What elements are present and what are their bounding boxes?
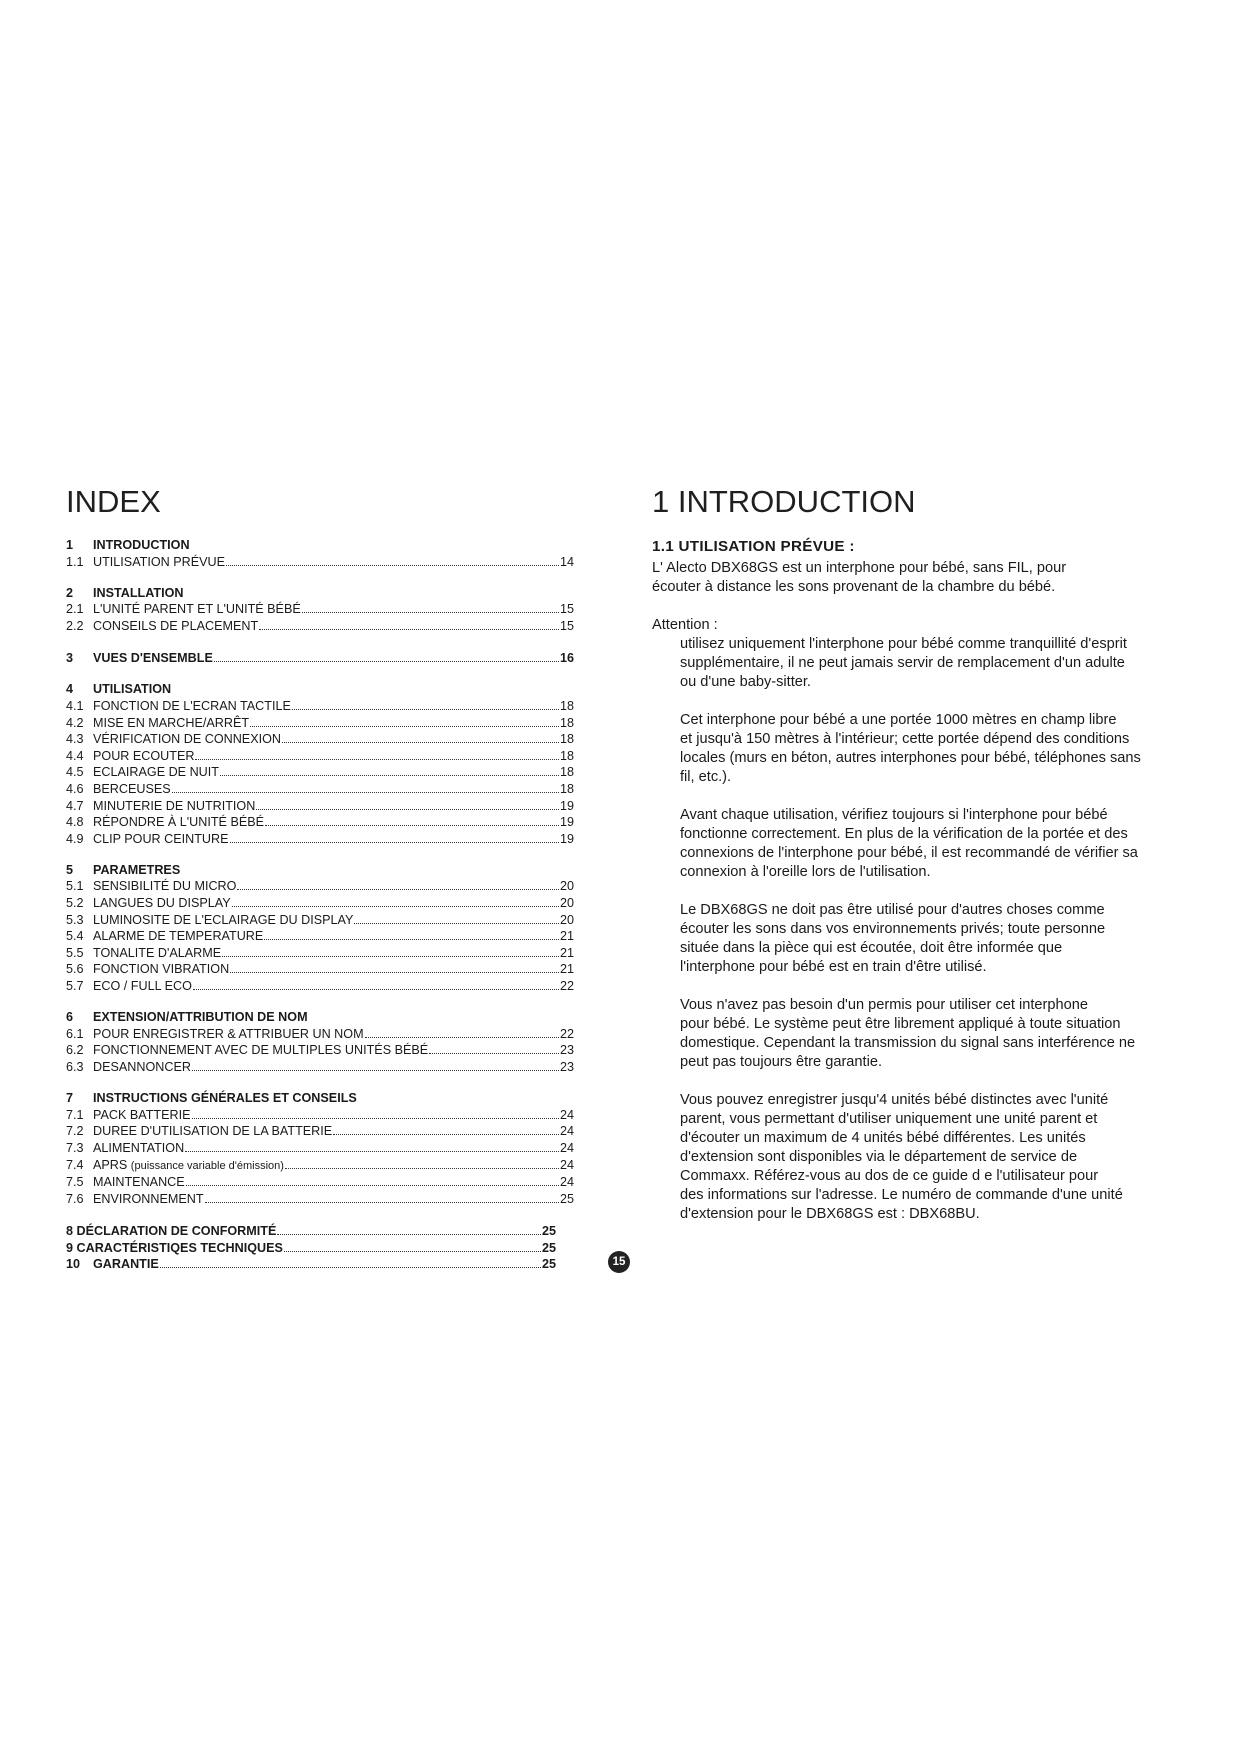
toc-leader [237, 878, 559, 890]
toc-entry [66, 1123, 574, 1140]
toc-entry-title-text: LANGUES DU DISPLAY [93, 896, 231, 911]
toc-entry-title [93, 1124, 332, 1140]
toc-entry [66, 1059, 574, 1076]
paragraph-gap [652, 882, 1182, 901]
toc-entry-number: 7.6 [66, 1191, 84, 1206]
toc-entry-title-text: FONCTION VIBRATION [93, 962, 230, 977]
toc-section-title: INSTALLATION [93, 585, 184, 600]
paragraph-line: ou d'une baby-sitter. [680, 674, 811, 690]
toc-entry-title [93, 832, 229, 848]
paragraph-line: peut pas toujours être garantie. [680, 1054, 883, 1070]
paragraph-gap [652, 787, 1182, 806]
toc-entry-title [93, 962, 229, 978]
paragraph-line: parent, vous permettant d'utiliser uniquement une unité parent et [680, 1111, 1098, 1127]
toc-page-number: 25 [541, 1240, 556, 1255]
toc-entry-number: 7.3 [66, 1140, 84, 1155]
toc-entry [66, 961, 574, 978]
toc-section-title: INSTRUCTIONS GÉNÉRALES ET CONSEILS [93, 1091, 357, 1106]
toc-entry-title [93, 732, 281, 748]
toc-entry [66, 878, 574, 895]
toc-leader [282, 731, 559, 743]
paragraph-line: d'écouter un maximum de 4 unités bébé différentes. Les unités [680, 1130, 1086, 1146]
toc-page-number: 21 [559, 945, 574, 960]
toc-entry [66, 912, 574, 929]
paragraph-line: des informations sur l'adresse. Le numéro de commande d'une unité [680, 1187, 1123, 1203]
toc-section-number: 4 [66, 682, 74, 697]
toc-entry [66, 1107, 574, 1124]
toc-entry [66, 1157, 574, 1175]
toc-entry-title [93, 929, 263, 945]
toc-page-number: 19 [559, 798, 574, 813]
toc-entry-title-text: MINUTERIE DE NUTRITION [93, 798, 256, 813]
paragraph-line: pour bébé. Le système peut être librement appliqué à toute situation [680, 1016, 1121, 1032]
toc-entry-title-text: POUR ECOUTER [93, 748, 195, 763]
toc-entry-title-text: FONCTIONNEMENT AVEC DE MULTIPLES UNITÉS BÉBÉ [93, 1043, 429, 1058]
toc-entry-title [93, 749, 194, 765]
toc-entry-number: 5.5 [66, 945, 84, 960]
toc-page-number: 22 [559, 1026, 574, 1041]
toc-section [66, 682, 574, 847]
toc-entry-title-text: ECO / FULL ECO [93, 979, 192, 994]
toc-entry [66, 1026, 574, 1043]
toc-page-number: 24 [559, 1157, 574, 1172]
toc-section-number: 7 [66, 1091, 74, 1106]
toc-final-entry [66, 1223, 574, 1240]
toc-leader [333, 1123, 559, 1135]
toc-leader [292, 698, 559, 710]
toc-section [66, 650, 574, 667]
toc-entry-title-text: ALARME DE TEMPERATURE [93, 929, 264, 944]
toc-leader [354, 912, 559, 924]
toc-entry [66, 798, 574, 815]
toc-section-number: 2 [66, 585, 74, 600]
toc-leader [205, 1191, 559, 1203]
toc-page-number: 18 [559, 715, 574, 730]
paragraph-line: l'interphone pour bébé est en train d'être utilisé. [680, 959, 987, 975]
page-number-badge: 15 [608, 1251, 630, 1273]
toc-leader [284, 1240, 541, 1252]
toc-entry-number: 7.5 [66, 1175, 84, 1190]
toc-page-number: 23 [559, 1043, 574, 1058]
paragraph-line: et jusqu'à 150 mètres à l'intérieur; cette portée dépend des conditions [680, 731, 1130, 747]
toc-entry [66, 928, 574, 945]
toc-entry-title [93, 913, 353, 929]
toc-section [66, 538, 574, 570]
toc-leader [302, 601, 559, 613]
toc-entry-title [93, 1175, 185, 1191]
toc-entry [66, 978, 574, 995]
paragraph-line: fil, etc.). [680, 769, 732, 785]
toc-entry-title-text: DESANNONCER [93, 1060, 191, 1074]
index-title: INDEX [66, 484, 161, 519]
paragraph-gap [652, 1072, 1182, 1091]
toc-page-number: 18 [559, 698, 574, 713]
toc-entry-title-text: UTILISATION PRÉVUE [93, 554, 226, 569]
paragraph-line: d'extension pour le DBX68GS est : DBX68BU. [680, 1206, 980, 1222]
toc-page-number: 14 [559, 554, 574, 569]
toc-page-number: 24 [559, 1124, 574, 1139]
toc-section-number: 5 [66, 862, 74, 877]
toc-section-heading [66, 682, 574, 698]
toc-entry-number: 5.1 [66, 879, 84, 894]
toc-entry-title [93, 979, 192, 995]
toc-entry [66, 781, 574, 798]
toc-leader [186, 1174, 559, 1186]
toc-entry-number: 4.2 [66, 715, 84, 730]
toc-section-number: 6 [66, 1010, 74, 1025]
paragraph-line: locales (murs en béton, autres interphones pour bébé, téléphones sans [680, 750, 1141, 766]
paragraph-line: Commaxx. Référez-vous au dos de ce guide d e l'utilisateur pour [680, 1168, 1099, 1184]
toc-entry-title [93, 1043, 428, 1059]
toc-leader [193, 978, 559, 990]
toc-leader [192, 1107, 559, 1119]
toc-final-title: 9 CARACTÉRISTIQES TECHNIQUES [66, 1240, 283, 1255]
toc-entry [66, 554, 574, 571]
toc-page-number: 25 [559, 1191, 574, 1206]
toc-entry-number: 5.3 [66, 912, 84, 927]
toc-entry-title [93, 619, 258, 635]
toc-final-title: GARANTIE [93, 1257, 159, 1272]
toc-entry-number: 4.9 [66, 831, 84, 846]
toc-entry [66, 831, 574, 848]
toc-entry-title-text: CLIP POUR CEINTURE [93, 831, 229, 846]
toc-leader [226, 554, 559, 566]
toc-entry [66, 1174, 574, 1191]
toc-entry-title [93, 799, 255, 815]
toc-page-number: 20 [559, 912, 574, 927]
toc-entry-title-text: FONCTION DE L'ECRAN TACTILE [93, 698, 291, 713]
toc-page-number: 16 [559, 651, 574, 666]
attention-paragraphs [652, 635, 1182, 1224]
section-subheading: 1.1 UTILISATION PRÉVUE : [652, 538, 855, 555]
paragraph-line: fonctionne correctement. En plus de la vérification de la portée et des [680, 826, 1128, 842]
toc-final-number: 10 [66, 1257, 81, 1272]
lead-line: L' Alecto DBX68GS est un interphone pour bébé, sans FIL, pour [652, 560, 1067, 576]
toc-leader [185, 1140, 559, 1152]
toc-entry-number: 7.4 [66, 1157, 84, 1172]
toc-entry [66, 1042, 574, 1059]
toc-page-number: 20 [559, 896, 574, 911]
toc-section-title: UTILISATION [93, 682, 172, 697]
toc-entry-title [93, 555, 225, 571]
paragraph-line: Vous pouvez enregistrer jusqu'4 unités bébé distinctes avec l'unité [680, 1092, 1109, 1108]
toc-leader [232, 895, 559, 907]
toc-entry-title [93, 1192, 204, 1208]
toc-entry-number: 7.1 [66, 1107, 84, 1122]
toc-section [66, 1010, 574, 1075]
attention-label: Attention : [652, 617, 718, 633]
toc-entry [66, 814, 574, 831]
toc-entry [66, 698, 574, 715]
toc-page-number: 19 [559, 831, 574, 846]
toc-entry [66, 895, 574, 912]
toc-page-number: 23 [559, 1060, 574, 1074]
toc-final-entry [66, 1240, 574, 1257]
toc-entry-title [93, 815, 264, 831]
toc-entry-title [93, 602, 301, 618]
toc-entry-title [93, 1158, 284, 1175]
toc-entry-number: 4.8 [66, 815, 84, 830]
toc-page-number: 21 [559, 929, 574, 944]
toc-entry-title-text: DUREE D'UTILISATION DE LA BATTERIE [93, 1124, 333, 1139]
toc-section-title: EXTENSION/ATTRIBUTION DE NOM [93, 1010, 308, 1025]
toc-entry [66, 1191, 574, 1208]
toc-leader [172, 781, 559, 793]
toc-page-number: 15 [559, 602, 574, 617]
toc-entry-title-text: LUMINOSITE DE L'ECLAIRAGE DU DISPLAY [93, 912, 354, 927]
toc-leader [230, 961, 559, 973]
lead-line: écouter à distance les sons provenant de la chambre du bébé. [652, 579, 1056, 595]
toc-leader [192, 1059, 559, 1071]
toc-entry-title [93, 879, 236, 895]
toc-entry-title-text: SENSIBILITÉ DU MICRO [93, 879, 237, 894]
toc-page-number: 24 [559, 1175, 574, 1190]
toc-entry-title-text: L'UNITÉ PARENT ET L'UNITÉ BÉBÉ [93, 602, 301, 617]
toc-entry-title [93, 946, 221, 962]
toc-entry-note: (puissance variable d'émission) [130, 1159, 284, 1172]
toc-entry-number: 6.2 [66, 1043, 84, 1058]
toc-entry-title [93, 699, 291, 715]
toc-entry-number: 2.2 [66, 618, 84, 633]
toc-entry-title [93, 1060, 191, 1076]
paragraph-line: utilisez uniquement l'interphone pour bébé comme tranquillité d'esprit [680, 636, 1127, 652]
toc-leader [214, 650, 559, 662]
toc-section-heading [66, 586, 574, 602]
toc-entry-number: 7.2 [66, 1124, 84, 1139]
toc-final-section [66, 1223, 574, 1273]
toc-leader [265, 814, 559, 826]
toc-entry-number: 5.4 [66, 929, 84, 944]
toc-entry [66, 1140, 574, 1157]
toc-leader [277, 1223, 541, 1235]
paragraph-line: située dans la pièce qui est écoutée, doit être informée que [680, 940, 1063, 956]
toc-page-number: 24 [559, 1107, 574, 1122]
toc-final-title: 8 DÉCLARATION DE CONFORMITÉ [66, 1223, 277, 1238]
toc-entry [66, 715, 574, 732]
paragraph-line: Avant chaque utilisation, vérifiez toujours si l'interphone pour bébé [680, 807, 1108, 823]
toc-page-number: 21 [559, 962, 574, 977]
toc-leader [250, 715, 559, 727]
toc-page-number: 20 [559, 879, 574, 894]
toc-page-number: 18 [559, 765, 574, 780]
toc-entry-title-text: ENVIRONNEMENT [93, 1191, 204, 1206]
toc-entry [66, 618, 574, 635]
toc-entry-title-text: BERCEUSES [93, 781, 171, 796]
toc-section-title: PARAMETRES [93, 862, 181, 877]
toc-entry-title-text: POUR ENREGISTRER & ATTRIBUER UN NOM [93, 1026, 364, 1041]
paragraph-line: connexions de l'interphone pour bébé, il est recommandé de vérifier sa [680, 845, 1138, 861]
toc-entry-title-text: CONSEILS DE PLACEMENT [93, 618, 259, 633]
paragraph-line: Cet interphone pour bébé a une portée 1000 mètres en champ libre [680, 712, 1117, 728]
toc-leader [195, 748, 559, 760]
paragraph-gap [652, 977, 1182, 996]
toc-section-heading [66, 863, 574, 879]
toc-entry-number: 6.3 [66, 1060, 84, 1074]
toc-entry-number: 6.1 [66, 1026, 84, 1041]
toc-section-title: VUES D'ENSEMBLE [93, 651, 213, 666]
toc-entry [66, 601, 574, 618]
toc-final-entry [66, 1256, 574, 1273]
toc-page-number: 25 [541, 1257, 556, 1272]
toc-entry-title-text: TONALITE D'ALARME [93, 945, 222, 960]
toc-entry [66, 945, 574, 962]
toc-entry-title-text: VÉRIFICATION DE CONNEXION [93, 732, 281, 747]
paragraph-gap [652, 692, 1182, 711]
toc-leader [259, 618, 559, 630]
toc-entry-title-text: MAINTENANCE [93, 1175, 185, 1190]
toc-entry-title [93, 1108, 191, 1124]
introduction-title: 1 INTRODUCTION [652, 484, 916, 519]
toc-leader [160, 1256, 541, 1268]
toc-entry-title [93, 782, 171, 798]
toc-section [66, 1091, 574, 1207]
toc-page-number: 25 [541, 1223, 556, 1238]
toc-page-number: 15 [559, 618, 574, 633]
toc-entry-title-text: PACK BATTERIE [93, 1107, 191, 1122]
paragraph-line: connexion à l'oreille lors de l'utilisation. [680, 864, 931, 880]
toc-entry-title-text: ALIMENTATION [93, 1140, 185, 1155]
toc-entry-number: 4.4 [66, 748, 84, 763]
toc-entry-title-text: APRS [93, 1157, 128, 1172]
toc-page-number: 24 [559, 1140, 574, 1155]
toc-leader [429, 1042, 559, 1054]
toc-section [66, 863, 574, 995]
toc-section-number: 1 [66, 538, 74, 552]
toc-entry-title [93, 716, 249, 732]
paragraph-line: domestique. Cependant la transmission du signal sans interférence ne [680, 1035, 1136, 1051]
toc-entry-number: 4.5 [66, 765, 84, 780]
toc-section-heading [66, 538, 574, 554]
toc-page-number: 18 [559, 781, 574, 796]
toc-entry-number: 4.1 [66, 698, 84, 713]
toc-section-number: 3 [66, 651, 74, 666]
toc-leader [264, 928, 559, 940]
toc-entry-title-text: MISE EN MARCHE/ARRÊT [93, 715, 250, 730]
toc-section-heading [66, 1010, 574, 1026]
toc-leader [222, 945, 559, 957]
toc-entry-number: 4.3 [66, 732, 84, 747]
toc-leader [365, 1026, 559, 1038]
toc-entry [66, 731, 574, 748]
toc-page-number: 18 [559, 732, 574, 747]
paragraph-line: écouter les sons dans vos environnements privés; toute personne [680, 921, 1106, 937]
toc-entry-number: 4.7 [66, 798, 84, 813]
paragraph-line: Le DBX68GS ne doit pas être utilisé pour d'autres choses comme [680, 902, 1105, 918]
toc-entry-title-text: RÉPONDRE À L'UNITÉ BÉBÉ [93, 815, 265, 830]
toc-section-heading [66, 1091, 574, 1107]
paragraph-line: Vous n'avez pas besoin d'un permis pour utiliser cet interphone [680, 997, 1088, 1013]
toc-entry-number: 1.1 [66, 554, 84, 569]
toc-entry-title-text: ECLAIRAGE DE NUIT [93, 765, 219, 780]
toc-section-title: INTRODUCTION [93, 538, 190, 552]
table-of-contents [66, 538, 574, 1273]
toc-leader [220, 764, 559, 776]
toc-entry [66, 748, 574, 765]
paragraph-line: d'extension sont disponibles via le département de service de [680, 1149, 1078, 1165]
toc-page-number: 18 [559, 748, 574, 763]
toc-entry-title [93, 1027, 364, 1043]
toc-leader [230, 831, 559, 843]
toc-entry-number: 5.6 [66, 962, 84, 977]
toc-entry-title [93, 1141, 184, 1157]
toc-entry-number: 2.1 [66, 602, 84, 617]
introduction-column [652, 484, 1182, 1224]
toc-entry-number: 4.6 [66, 781, 84, 796]
index-column [66, 484, 574, 1273]
toc-section-heading [66, 650, 574, 667]
toc-leader [256, 798, 559, 810]
toc-page-number: 19 [559, 815, 574, 830]
toc-page-number: 22 [559, 979, 574, 994]
toc-section [66, 586, 574, 635]
toc-entry [66, 764, 574, 781]
paragraph-line: supplémentaire, il ne peut jamais servir de remplacement d'un adulte [680, 655, 1125, 671]
toc-entry-title [93, 896, 231, 912]
toc-entry-title [93, 765, 219, 781]
toc-entry-number: 5.7 [66, 979, 84, 994]
toc-leader [285, 1157, 559, 1169]
toc-entry-number: 5.2 [66, 896, 84, 911]
